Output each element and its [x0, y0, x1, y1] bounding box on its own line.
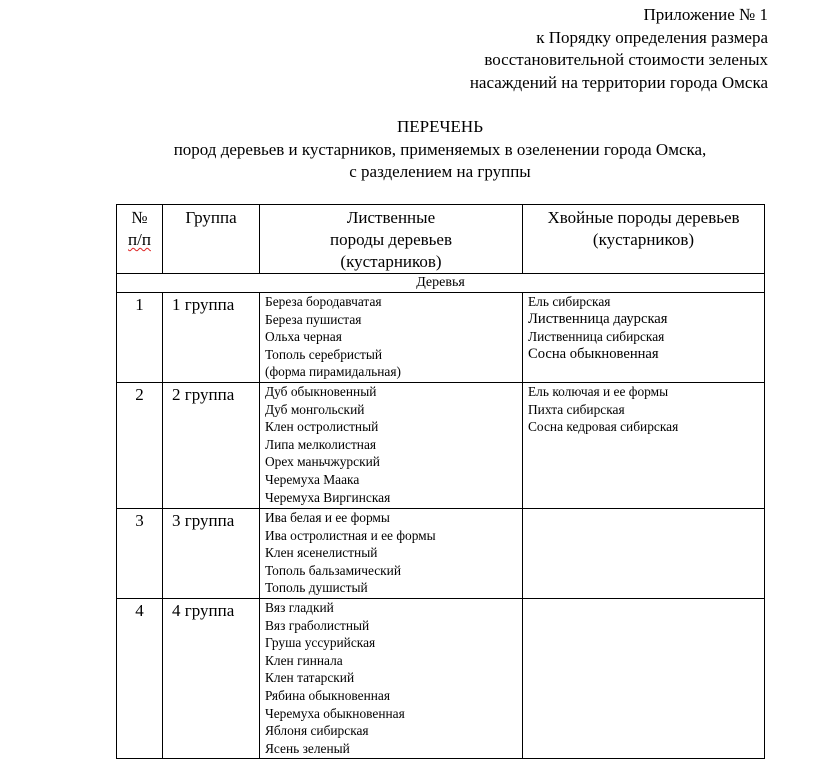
species-item: Сосна кедровая сибирская [528, 419, 679, 435]
species-item: Сосна обыкновенная [528, 345, 659, 362]
species-item: Яблоня сибирская [265, 723, 369, 739]
species-item: Вяз гладкий [265, 600, 334, 615]
species-item: Ель колючая и ее формы [528, 384, 669, 399]
appendix-line: к Порядку определения размера [536, 27, 768, 47]
species-item: Дуб обыкновенный [265, 384, 377, 399]
species-item: Ольха черная [265, 329, 342, 345]
header-deciduous: Лиственные породы деревьев (кустарников) [260, 205, 523, 274]
appendix-line: насаждений на территории города Омска [469, 72, 768, 92]
section-row [117, 274, 765, 293]
species-item: Тополь бальзамический [265, 562, 402, 578]
species-item: Клен остролистный [265, 419, 379, 435]
appendix-note [470, 4, 768, 94]
coniferous-list [523, 293, 765, 383]
deciduous-list [260, 293, 523, 383]
species-item: Липа мелколистная [265, 436, 377, 452]
header-group: Группа [163, 205, 260, 274]
species-item: Ель сибирская [528, 294, 611, 309]
deciduous-list [260, 383, 523, 509]
header-num: № п/п [117, 205, 163, 274]
document-subtitle-line: пород деревьев и кустарников, применяемых в озеленении города Омска, [173, 139, 707, 159]
species-item: Черемуха Маака [265, 471, 360, 487]
row-num: 2 [117, 383, 163, 509]
table-row [117, 383, 765, 509]
document-heading [0, 116, 827, 184]
coniferous-list [523, 509, 765, 599]
species-item: Ива белая и ее формы [265, 510, 390, 525]
row-group: 2 группа [163, 383, 260, 509]
row-group: 1 группа [163, 293, 260, 383]
row-num: 3 [117, 509, 163, 599]
species-item: Клен ясенелистный [265, 545, 378, 561]
species-item: Тополь душистый [265, 580, 368, 596]
species-item: Лиственница сибирская [528, 329, 665, 345]
species-table [116, 204, 765, 759]
species-item: Рябина обыкновенная [265, 687, 391, 703]
species-item: Ива остролистная и ее формы [265, 527, 436, 543]
coniferous-list [523, 383, 765, 509]
table-header-row [117, 205, 765, 274]
deciduous-list [260, 599, 523, 759]
row-num: 4 [117, 599, 163, 759]
section-label: Деревья [117, 274, 765, 293]
document-subtitle-line: с разделением на группы [349, 162, 531, 181]
header-coniferous: Хвойные породы деревьев (кустарников) [523, 205, 765, 274]
species-item: Вяз граболистный [265, 617, 370, 633]
species-item: Пихта сибирская [528, 401, 625, 417]
appendix-line: восстановительной стоимости зеленых [484, 50, 768, 69]
species-item: Ясень зеленый [265, 740, 350, 756]
species-item: Береза бородавчатая [265, 294, 382, 309]
species-item: Орех маньчжурский [265, 454, 380, 470]
row-group: 3 группа [163, 509, 260, 599]
species-item: Черемуха обыкновенная [265, 705, 405, 721]
species-item: Клен татарский [265, 670, 355, 686]
deciduous-list [260, 509, 523, 599]
species-item: Груша уссурийская [265, 635, 376, 651]
species-item: Клен гиннала [265, 652, 343, 668]
table-row [117, 293, 765, 383]
table-row [117, 599, 765, 759]
species-item: Дуб монгольский [265, 401, 365, 417]
species-item: Береза пушистая [265, 311, 362, 327]
species-item: Тополь серебристый [265, 346, 383, 362]
species-item: (форма пирамидальная) [265, 364, 401, 380]
species-item: Лиственница даурская [528, 310, 668, 327]
row-num: 1 [117, 293, 163, 383]
row-group: 4 группа [163, 599, 260, 759]
table-row [117, 509, 765, 599]
species-item: Черемуха Виргинская [265, 489, 391, 505]
document-title: ПЕРЕЧЕНЬ [397, 117, 483, 136]
appendix-line: Приложение № 1 [643, 5, 768, 24]
coniferous-list [523, 599, 765, 759]
